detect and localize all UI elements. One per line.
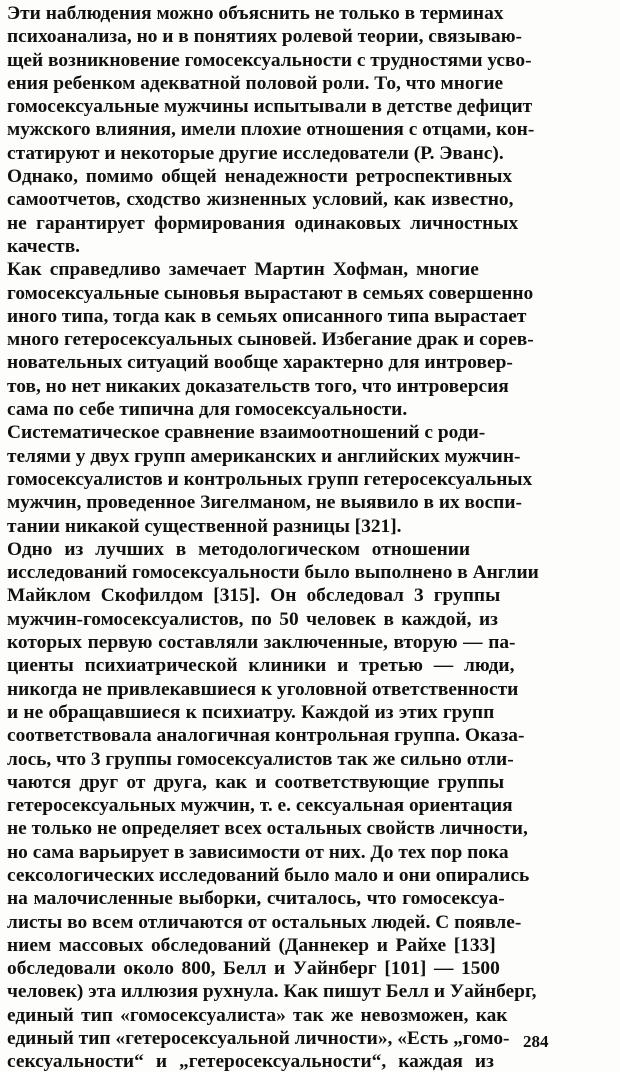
text-line: новательных ситуаций вообще характерно для интровер- [7, 352, 513, 374]
text-line: лось, что 3 группы гомосексуалистов так же сильно отли- [7, 748, 514, 770]
page-number: 284 [523, 1032, 549, 1051]
text-line: никогда не привлекавшиеся к уголовной ответственности [7, 678, 519, 700]
text-line: Эти наблюдения можно объяснить не только в терминах [7, 3, 504, 24]
text-line: гомосексуальные мужчины испытывали в детстве дефицит [7, 96, 533, 118]
text-line: но сама варьирует в зависимости от них. До тех пор пока [7, 841, 509, 863]
body-text [7, 2, 610, 1074]
text-line: соответствовала аналогичная контрольная группа. Оказа- [7, 725, 525, 747]
text-line: много гетеросексуальных сыновей. Избегание драк и сорев- [7, 329, 534, 351]
text-line: психоанализа, но и в понятиях ролевой теории, связываю- [7, 26, 522, 48]
text-line: и не обращавшиеся к психиатру. Каждой из этих групп [7, 701, 495, 723]
text-line: Систематическое сравнение взаимоотношений с роди- [7, 422, 486, 444]
text-line: сексологических исследований было мало и они опирались [7, 864, 530, 886]
text-line: не только не определяет всех остальных свойств личности, [7, 818, 528, 840]
text-line: не гарантирует формирования одинаковых личностных [7, 212, 519, 234]
text-line: Майклом Скофилдом [315]. Он обследовал 3 группы [7, 585, 501, 607]
text-line: статируют и некоторые другие исследователи (Р. Эванс). [7, 142, 504, 164]
text-line: гетеросексуальных мужчин, т. е. сексуальная ориентация [7, 795, 513, 817]
text-line: мужчин-гомосексуалистов, по 50 человек в каждой, из [7, 608, 498, 630]
text-line: ения ребенком адекватной половой роли. То, что многие [7, 72, 504, 94]
text-line: тании никакой существенной разницы [321]. [7, 515, 402, 537]
text-line: нием массовых обследований (Даннекер и Райхе [133] [7, 934, 496, 956]
text-line: чаются друг от друга, как и соответствующие группы [7, 771, 505, 793]
text-line: сексуальности“ и „гетеросексуальности“, каждая из [7, 1051, 494, 1073]
text-line: которых первую составляли заключенные, вторую — па- [7, 632, 516, 654]
text-line: щей возникновение гомосексуальности с трудностями усво- [7, 49, 532, 71]
text-line: Одно из лучших в методологическом отношении [7, 538, 471, 560]
text-line: циенты психиатрической клиники и третью — люди, [7, 655, 515, 677]
text-line: единый тип «гетеросексуальной личности», «Есть „гомо- [7, 1028, 510, 1050]
text-line: на малочисленные выборки, считалось, что гомосексуа- [7, 888, 505, 910]
text-line: мужчин, проведенное Зигелманом, не выявило в их воспи- [7, 492, 522, 514]
text-line: самоотчетов, сходство жизненных условий, как известно, [7, 189, 514, 211]
text-line: обследовали около 800, Белл и Уайнберг [101] — 1500 [7, 958, 500, 980]
text-line: листы во всем отличаются от остальных людей. С появле- [7, 911, 522, 933]
text-line: сама по себе типична для гомосексуальности. [7, 399, 408, 421]
text-line: человек) эта иллюзия рухнула. Как пишут Белл и Уайнберг, [7, 981, 537, 1003]
text-line: исследований гомосексуальности было выполнено в Англии [7, 562, 539, 584]
text-line: единый тип «гомосексуалиста» так же невозможен, как [7, 1004, 508, 1026]
text-line: гомосексуалистов и контрольных групп гетеросексуальных [7, 468, 533, 490]
text-line: Как справедливо замечает Мартин Хофман, многие [7, 259, 479, 281]
text-line: иного типа, тогда как в семьях описанного типа вырастает [7, 305, 527, 327]
text-line: качеств. [7, 235, 81, 257]
text-line: гомосексуальные сыновья вырастают в семьях совершенно [7, 282, 534, 304]
text-line: Однако, помимо общей ненадежности ретроспективных [7, 166, 513, 188]
text-line: мужского влияния, имели плохие отношения с отцами, кон- [7, 119, 535, 141]
text-line: телями у двух групп американских и английских мужчин- [7, 445, 521, 467]
text-line: тов, но нет никаких доказательств того, что интроверсия [7, 375, 509, 397]
